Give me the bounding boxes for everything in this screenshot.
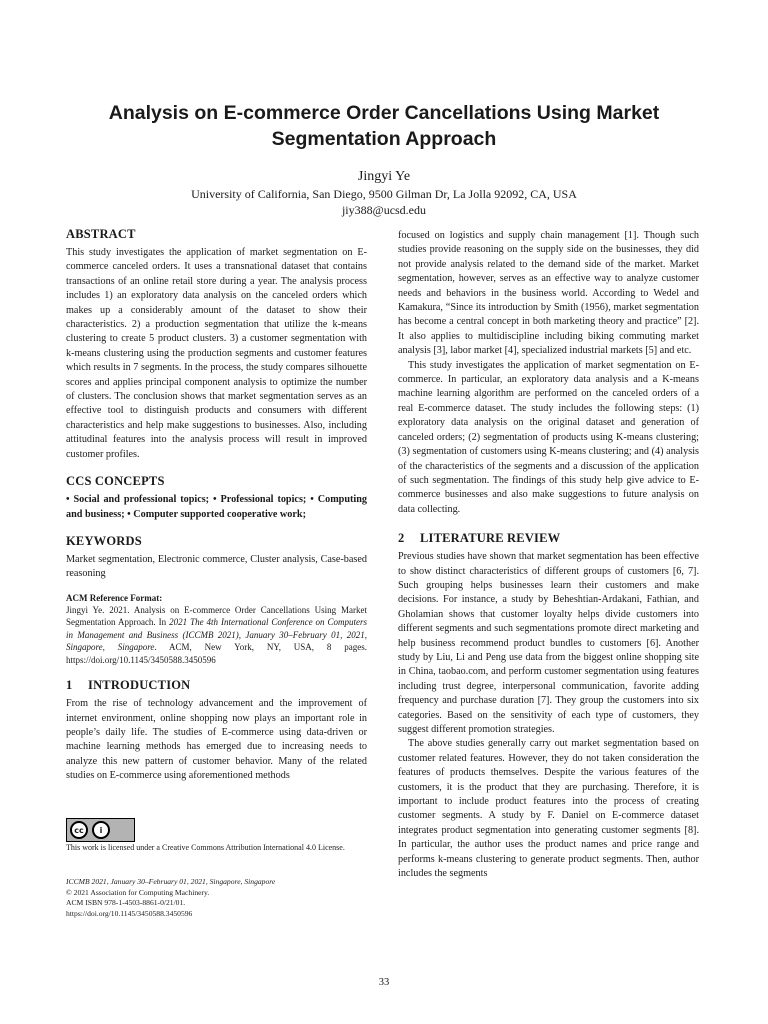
author-name: Jingyi Ye bbox=[357, 169, 411, 184]
keywords-heading: KEYWORDS bbox=[66, 533, 142, 548]
literature-paragraph-2: The above studies generally carry out market segmentation based on customer related features. However, they do not taken consideration the features of products themselves. Despite the various features of the customers, it is the product that they are purchasing. Therefore, it is important to include product features into the process of creating customer segments. A study by F. Daniel on E-commerce dataset integrates product segmentation into generating customer segments [8]. In particular, the author uses the product names and price range and performs k-means clustering to generate product segments. Then, author includes the segments bbox=[398, 738, 699, 880]
acm-reference-venue: 2021 The 4th International Conference on Computers in Management and Business (ICCMB 2021), January 30–February 01, 2021, Singapore, Singapore bbox=[66, 617, 367, 653]
copyright-line: © 2021 Association for Computing Machinery. bbox=[66, 887, 210, 897]
study-overview-paragraph: This study investigates the application of market segmentation on E-commerce. In particular, an exploratory data analysis and a K-means machine learning algorithm are performed on the canceled orders of a real E-commerce dataset. The study includes the following steps: (1) exploratory data analysis on the original dataset and generation of canceled orders; (2) segmentation of products using K-means clustering; (3) segmentation of customers using K-means clustering; and (4) analysis of the characteristics of the segments and a discussion of the application of such segmentation. The findings of this study help give advice to E-commerce businesses and also make suggestions to future analysis on data collecting. bbox=[398, 359, 699, 515]
publication-footer bbox=[66, 877, 366, 919]
abstract-text: This study investigates the application of market segmentation on E-commerce canceled orders. It uses a transnational dataset that contains transactions of an online retail store during a year. The analysis process includes 1) an exploratory data analysis on the canceled orders which makes up a considerably amount of the dataset to show their characteristics. 2) a production segmentation that utilize the k-means clustering to create 5 product clusters. 3) a customer segmentation with k-means clustering using the production segments and customer features which results in 7 segments. In the process, the study compares silhouette scores and applies principal component analysis to optimize the number of clusters. The conclusion shows that market segmentation serves as an effective tool to distinguish products and consumers with different characteristics and help make suggestions to businesses. Also, including attitudinal features into the analysis process will result in improved customer profiles. bbox=[66, 247, 367, 460]
keywords-text: Market segmentation, Electronic commerce, Cluster analysis, Case-based reasoning bbox=[66, 553, 367, 580]
literature-paragraph-1: Previous studies have shown that market segmentation has been effective to show distinct characteristics of different groups of customers [6, 7]. Such grouping helps businesses learn their customers and make decisions. For instance, a study by Beheshtian-Ardakani, Fathian, and Gholamian shows that customer loyalty helps divide customers into different segments and such segmentations promote direct marketing and help business recommend product bundles to customers [6]. Another study by Liu, Li and Peng use data from the biggest online shopping site in China, taobao.com, and perform customer segmentation using features including trust degree, interpersonal communication, favorite adding frequency and purchase duration [7]. They group the customers into six categories. Based on the sensitivity of each type of customers, they suggest different promotion strategies. bbox=[398, 551, 699, 735]
acm-reference-label: ACM Reference Format: bbox=[66, 592, 163, 603]
author-affiliation: University of California, San Diego, 9500 Gilman Dr, La Jolla 92092, CA, USA bbox=[191, 187, 577, 201]
conference-info bbox=[66, 877, 366, 888]
attribution-icon: i bbox=[92, 821, 110, 839]
page-number: 33 bbox=[378, 977, 390, 988]
author-email: jiy388@ucsd.edu bbox=[341, 203, 427, 217]
section-title: INTRODUCTION bbox=[88, 678, 191, 693]
section-title: LITERATURE REVIEW bbox=[420, 531, 561, 546]
left-column bbox=[66, 226, 367, 784]
title-line-2: Segmentation Approach bbox=[271, 128, 497, 150]
title-line-1: Analysis on E-commerce Order Cancellations Using Market bbox=[108, 102, 660, 124]
acm-reference-pre: Jingyi Ye. 2021. Analysis on E-commerce Order Cancellations Using Market Segmentation Approach. In bbox=[66, 604, 367, 628]
introduction-text: From the rise of technology advancement and the improvement of internet environment, online shopping now plays an important role in people’s daily life. The studies of E-commerce using data-driven or machine learning methods has emerged due to increasing needs to analyze this new pattern of customer behavior. Many of the related studies on E-commerce using aforementioned methods bbox=[66, 698, 367, 782]
section-number: 2 bbox=[398, 531, 405, 546]
abstract-heading: ABSTRACT bbox=[66, 227, 136, 241]
paper-title bbox=[60, 100, 708, 152]
conference-line: ICCMB 2021, January 30–February 01, 2021, Singapore, Singapore bbox=[66, 877, 276, 886]
section-number: 1 bbox=[66, 678, 73, 693]
doi-link[interactable]: https://doi.org/10.1145/3450588.3450596 bbox=[66, 908, 193, 918]
isbn-line: ACM ISBN 978-1-4503-8861-0/21/01. bbox=[66, 898, 186, 907]
literature-review-heading bbox=[398, 530, 699, 546]
intro-continued-paragraph: focused on logistics and supply chain management [1]. Though such studies provide reasoning on the supply side on the businesses, they did not provide analysis related to the demand side of the market. Market segmentation, however, serves as an effective way to analyze customer needs and behaviors in the business world. According to Wedel and Kamakura, “Since its introduction by Smith (1956), market segmentation has become a central concept in both marketing theory and practice” [2]. It also applies to multidiscipline including biking commuting market analysis [3], labor market [4], specialized industrial markets [5] and etc. bbox=[398, 230, 699, 357]
ccs-concepts: • Social and professional topics; • Professional topics; • Computing and business; • Computer supported cooperative work; bbox=[66, 494, 367, 520]
creative-commons-icon: cc bbox=[70, 821, 88, 839]
cc-license-badge[interactable] bbox=[66, 818, 135, 842]
acm-reference-text bbox=[66, 604, 367, 667]
acm-reference-post: . ACM, New York, NY, USA, 8 pages. https://doi.org/10.1145/3450588.3450596 bbox=[66, 642, 367, 665]
ccs-heading: CCS CONCEPTS bbox=[66, 474, 165, 489]
license-text: This work is licensed under a Creative Commons Attribution International 4.0 License. bbox=[66, 843, 345, 852]
right-column bbox=[398, 229, 699, 881]
introduction-heading bbox=[66, 677, 367, 693]
